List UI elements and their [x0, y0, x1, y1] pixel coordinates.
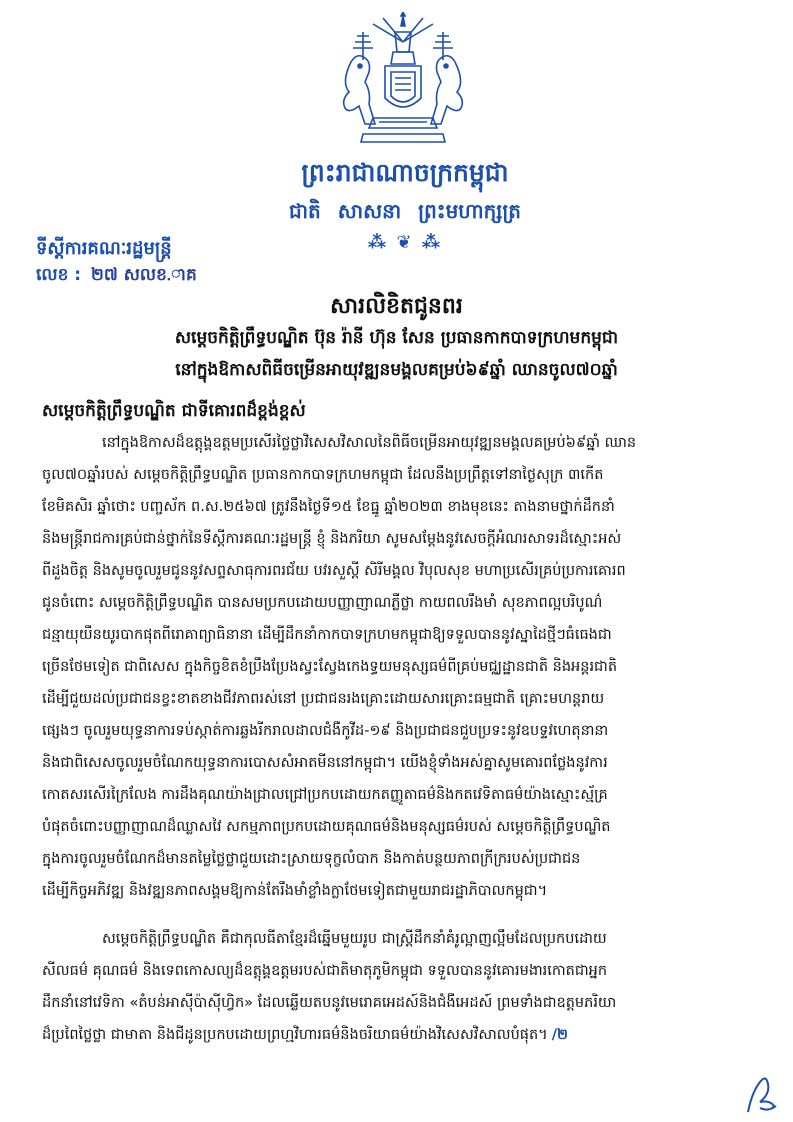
reference-value: ២៧ សលខ.ាគ	[91, 265, 197, 285]
paragraph-line: ចូល៧០ឆ្នាំរបស់ សម្តេចកិត្តិព្រឹទ្ធបណ្ឌិត ប្រធានកាកបាទក្រហមកម្ពុជា ដែលនឹងប្រព្រឹត្តទៅនាថ្ងៃសុក្រ ៣កើត	[42, 467, 604, 483]
paragraph-line: ផ្សេងៗ ចូលរួមយុទ្ធនាការទប់ស្កាត់ការឆ្លងរីករាលដាលជំងឺកូវីដ-១៩ និងប្រជាជនជួបប្រទះនូវឧបទ្ទវហេតុនានា	[42, 723, 609, 739]
paragraph-line: ដើម្បីកិច្ចអភិវឌ្ឍ និងវឌ្ឍនភាពសង្គមឱ្យកាន់តែរឹងមាំខ្លាំងក្លាថែមទៀតជាមួយរាជរដ្ឋាភិបាលកម្ពុជា។	[42, 883, 548, 899]
initial-signature-icon	[742, 1068, 782, 1118]
reference-number	[36, 264, 197, 289]
national-motto: ជាតិ សាសនា ព្រះមហាក្សត្រ	[289, 199, 521, 223]
paragraph-line	[42, 1025, 754, 1045]
document-subtitle-line: សម្តេចកិត្តិព្រឹទ្ធបណ្ឌិត ប៊ុន រ៉ានី ហ៊ុន សែន ប្រធានកាកបាទក្រហមកម្ពុជា	[174, 328, 619, 348]
issuing-office: ទីស្តីការគណៈរដ្ឋមន្ត្រី	[36, 238, 172, 259]
ornament-divider: ⁂ ❦ ⁂	[367, 232, 443, 253]
paragraph-line: សម្តេចកិត្តិព្រឹទ្ធបណ្ឌិត គឺជាកុលធីតាខ្មែរដ៏ឆ្នើមមួយរូប ជាស្ត្រីដឹកនាំគំរូល្អាញល្អឹមដែលប្រកបដោយ	[102, 931, 607, 947]
royal-emblem-icon	[333, 12, 473, 147]
paragraph-line-text: ដ៏ប្រពៃថ្លៃថ្លា ជាមាតា និងជីដូនប្រកបដោយព្រហ្មវិហារធម៌និងចរិយាធម៌យ៉ាងវិសេសវិសាលបំផុត។	[42, 1027, 548, 1043]
salutation: សម្តេចកិត្តិព្រឹទ្ធបណ្ឌិត ជាទីគោរពដ៏ខ្ពង់ខ្ពស់	[42, 401, 306, 421]
paragraph-line: និងជាពិសេសចូលរួមចំណែកយុទ្ធនាការបោសសំអាតមីននៅកម្ពុជា។ យើងខ្ញុំទាំងអស់គ្នាសូមគោរពថ្លែងនូវការ	[42, 755, 608, 771]
paragraph-line: ដឹកនាំនៅវេទិកា «តំបន់អាស៊ីប៉ាស៊ីហ្វិក» ដែលឆ្លើយតបនូវមេរោគអេដស៍និងជំងឺអេដស៍ ព្រមទាំងជាឧត្តមភរិយា	[42, 995, 617, 1011]
paragraph-line: និងមន្ត្រីរាជការគ្រប់ជាន់ថ្នាក់នៃទីស្តីការគណៈរដ្ឋមន្ត្រី ខ្ញុំ និងភរិយា សូមសម្តែងនូវសេចក្តីអំណរសាទរដ៏ស្មោះអស់	[42, 531, 622, 547]
paragraph-line: ខែមិគសិរ ឆ្នាំថោះ បញ្ចស័ក ព.ស.២៥៦៧ ត្រូវនឹងថ្ងៃទី១៥ ខែធ្នូ ឆ្នាំ២០២៣ ខាងមុខនេះ តាងនាមថ្នាក់ដឹកនាំ	[42, 499, 615, 515]
reference-label: លេខ :	[36, 265, 82, 285]
paragraph-line: ក្នុងការចូលរួមចំណែកដ៏មានតម្លៃថ្លៃថ្លាជួយដោះស្រាយទុក្ខលំបាក និងកាត់បន្ថយភាពក្រីក្ររបស់ប្រជាជន	[42, 851, 581, 867]
document-title: សារលិខិតជូនពរ	[330, 294, 463, 319]
kingdom-name: ព្រះរាជាណាចក្រកម្ពុជា	[301, 158, 509, 187]
document-subtitle-line: នៅក្នុងឱកាសពិធីចម្រើនអាយុវឌ្ឍនមង្គលគម្រប់៦៩ឆ្នាំ ឈានចូល៧០ឆ្នាំ	[175, 360, 618, 380]
paragraph-line: ច្រើនថែមទៀត ជាពិសេស ក្នុងកិច្ចខិតខំប្រឹងប្រែងស្វះស្វែងកេងទ្ធយមនុស្សធម៌ពីគ្រប់មជ្ឈដ្ឋានជាតិ និងអន្តរជាតិ	[42, 659, 618, 675]
paragraph-line: បំផុតចំពោះបញ្ញាញាណដ៏ឈ្លាសវៃ សកម្មភាពប្រកបដោយគុណធម៌និងមនុស្សធម៌របស់ សម្តេចកិត្តិព្រឹទ្ធបណ្ឌិត	[42, 819, 611, 835]
paragraph-line: ពីដួងចិត្ត និងសូមចូលរួមជូននូវសព្ទសាធុការពរជ័យ បវរសួស្តី សិរីមង្គល វិបុលសុខ មហាប្រសើរគ្រប់ប្រការគោរព	[42, 563, 626, 579]
paragraph-line: កោតសរសើរក្រៃលែង ការដឹងគុណយ៉ាងជ្រាលជ្រៅប្រកបដោយកតញ្ញូតាធម៌និងកតវេទិតាធម៌យ៉ាងស្មោះស្ម័គ្រ	[42, 787, 608, 803]
paragraph-line: ដើម្បីជួយដល់ប្រជាជនខ្វះខាតខាងជីវភាពរស់នៅ ប្រជាជនរងគ្រោះដោយសារគ្រោះធម្មជាតិ គ្រោះមហន្តរាយ	[42, 691, 605, 707]
paragraph-line: សីលធម៌ គុណធម៌ និងទេពកោសល្យដ៏ឧត្តុង្គឧត្តមរបស់ជាតិមាតុភូមិកម្ពុជា ទទួលបាននូវគោរមងារកោតជាអ្នក	[42, 963, 608, 979]
paragraph-line: ជន្មាយុយឺនយូរបាកផុតពីរោគាព្យាធិនានា ដើម្បីដឹកនាំកាកបាទក្រហមកម្ពុជាឱ្យទទួលបាននូវស្នាដៃថ្មីៗធំធេងជា	[42, 627, 612, 643]
page-continuation-mark: /២	[551, 1027, 569, 1043]
paragraph-line: នៅក្នុងឱកាសដ៏ឧត្តុង្គឧត្តមប្រសើរថ្លៃថ្លាវិសេសវិសាលនៃពិធីចម្រើនអាយុវឌ្ឍនមង្គលគម្រប់៦៩ឆ្នាំ ឈាន	[102, 435, 637, 451]
paragraph-line: ជូនចំពោះ សម្តេចកិត្តិព្រឹទ្ធបណ្ឌិត បានសមប្រកបដោយបញ្ញាញាណភ្លឺថ្លា កាយពលរឹងមាំ សុខភាពល្អបរិបូណ៌	[42, 595, 603, 611]
